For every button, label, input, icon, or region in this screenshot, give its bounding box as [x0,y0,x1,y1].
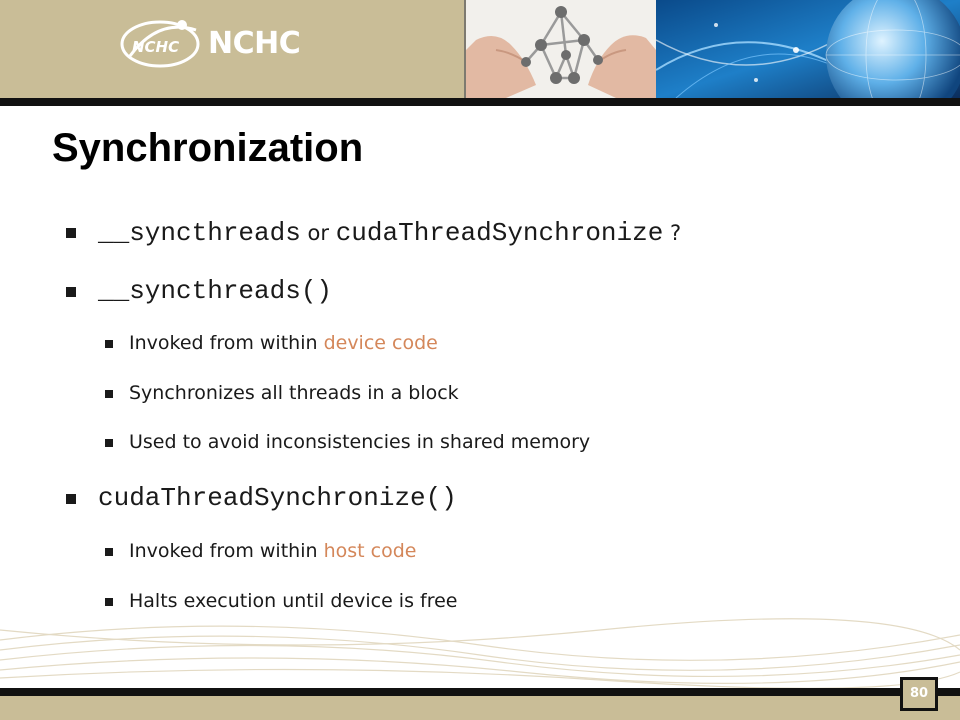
bullet-marker [66,287,76,297]
sub-bullet-marker [105,548,113,556]
slide-footer [0,696,960,720]
footer-divider [0,688,960,696]
technology-globe-photo [656,0,960,98]
decorative-waves [0,600,960,690]
nchc-logo-mark [118,16,200,70]
sub-bullet-synchronizes: Synchronizes all threads in a block [129,382,459,404]
nchc-logo [118,16,318,70]
logo-text: NCHC [208,26,301,61]
bullet-question-mark: ? [663,221,682,245]
sub-bullet-halts-execution: Halts execution until device is free [129,590,458,612]
bullet-marker [66,494,76,504]
sub-bullet-text: Invoked from within [129,332,324,354]
code-syncthreads: __syncthreads [98,218,301,248]
bullet-syncthreads-call: __syncthreads() [98,276,333,306]
highlight-host-code: host code [323,540,417,562]
bullet-syncthreads-or-cuda [98,218,681,248]
bullet-marker [66,228,76,238]
sub-bullet-avoid-inconsistencies: Used to avoid inconsistencies in shared memory [129,431,591,453]
molecule-hands-photo [464,0,656,98]
bullet-connector-text: or [300,221,336,245]
page-number: 80 [900,677,938,711]
sub-bullet-marker [105,439,113,447]
code-cudathreadsynchronize: cudaThreadSynchronize [335,218,664,248]
molecule-hands-image [466,0,656,98]
technology-globe-image [656,0,960,98]
bullet-cudathreadsynchronize-call: cudaThreadSynchronize() [98,483,457,513]
slide-title: Synchronization [52,126,364,170]
slide-header [0,0,960,100]
header-divider [0,98,960,106]
sub-bullet-marker [105,340,113,348]
highlight-device-code: device code [323,332,438,354]
logo-mark-text: NCHC [132,38,180,56]
sub-bullet-invoked-device [129,332,438,354]
sub-bullet-marker [105,390,113,398]
sub-bullet-text: Invoked from within [129,540,324,562]
sub-bullet-invoked-host [129,540,416,562]
